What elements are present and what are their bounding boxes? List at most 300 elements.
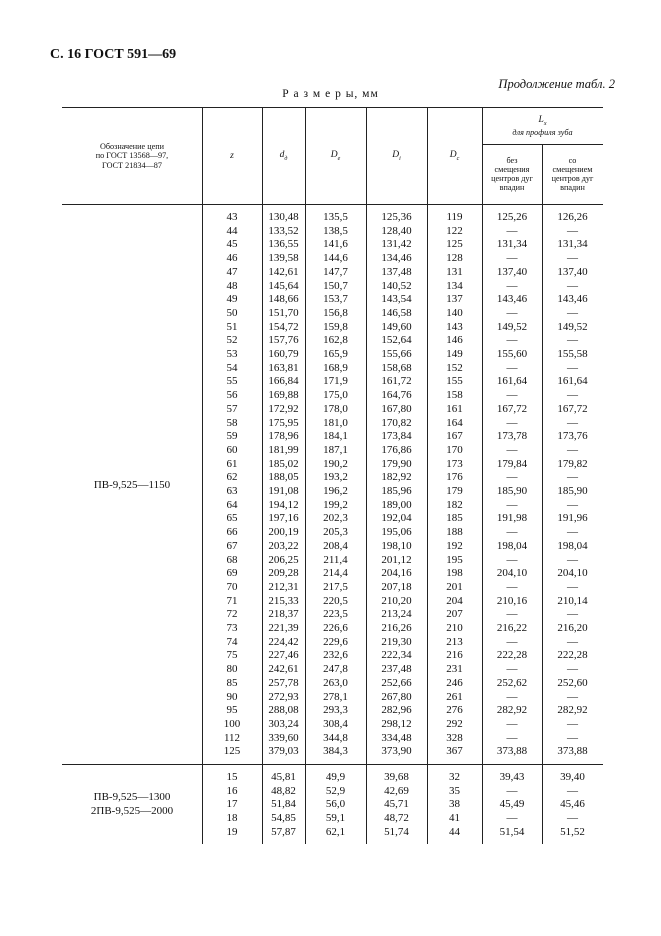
table-cell: 126,26 xyxy=(557,211,588,223)
table-cell: 43 xyxy=(226,211,238,223)
table-cell: 169,88 xyxy=(268,389,299,402)
table-cell: 143,46 xyxy=(496,293,528,306)
table-cell: 373,88 xyxy=(496,745,528,758)
table-row xyxy=(62,334,603,348)
table-cell: 125 xyxy=(446,238,463,251)
table-cell: 137,48 xyxy=(381,265,412,278)
table-cell: 192 xyxy=(446,539,463,552)
table-cell: 54 xyxy=(226,361,238,374)
table-row xyxy=(62,649,603,663)
table-cell: 237,48 xyxy=(381,663,412,676)
table-cell: 152 xyxy=(446,361,463,374)
table-cell: 141,6 xyxy=(323,238,348,251)
table-cell: 227,46 xyxy=(268,649,299,662)
table-cell: 201,12 xyxy=(381,553,412,566)
table-cell: — xyxy=(506,731,518,744)
z-header: z xyxy=(230,150,234,161)
table-cell: 64 xyxy=(226,498,238,511)
table-cell: 73 xyxy=(226,622,238,634)
table-cell: 206,25 xyxy=(268,553,299,566)
table-cell: 150,7 xyxy=(323,279,348,292)
table-cell: 252,66 xyxy=(381,676,412,689)
table-cell: 216,26 xyxy=(381,622,412,634)
table-row xyxy=(62,622,603,636)
table-cell: 66 xyxy=(226,526,238,539)
de-header: $D_e$ xyxy=(330,149,341,162)
table-row xyxy=(62,581,603,595)
table-cell: — xyxy=(567,635,578,648)
table-cell: 74 xyxy=(226,635,238,648)
table-cell: 328 xyxy=(446,731,463,744)
table-cell: 242,61 xyxy=(268,663,299,676)
table-cell: 179 xyxy=(446,485,463,497)
table-cell: 149 xyxy=(446,348,463,360)
table-row xyxy=(62,225,603,239)
table-cell: 65 xyxy=(226,512,238,525)
table-cell: 125,36 xyxy=(381,211,412,223)
table-cell: — xyxy=(567,306,578,319)
table-cell: 149,52 xyxy=(557,320,588,333)
table-cell: — xyxy=(506,361,518,374)
table-cell: 201 xyxy=(446,580,463,593)
table-cell: 195,06 xyxy=(381,526,412,539)
table-cell: 165,9 xyxy=(323,348,348,360)
table-cell: 216,22 xyxy=(496,622,528,634)
table-cell: 133,52 xyxy=(268,224,299,237)
table-cell: — xyxy=(567,717,578,730)
table-cell: — xyxy=(506,334,518,347)
dd-header: $d_д$ xyxy=(279,149,288,162)
table-cell: 209,28 xyxy=(268,567,299,580)
table-cell: 35 xyxy=(449,784,460,797)
table-cell: 257,78 xyxy=(268,676,299,689)
table-cell: 41 xyxy=(449,812,460,825)
table-cell: — xyxy=(567,553,578,566)
table-cell: 57 xyxy=(226,402,238,415)
table-cell: 67 xyxy=(226,539,238,552)
table-cell: 191,98 xyxy=(496,512,528,525)
table-cell: 49,9 xyxy=(325,771,346,783)
table-cell: 39,43 xyxy=(499,771,525,783)
table-cell: 143,46 xyxy=(557,293,588,306)
table-cell: 198,04 xyxy=(496,539,528,552)
table-row xyxy=(62,608,603,622)
table-cell: 224,42 xyxy=(268,635,299,648)
table-header xyxy=(62,107,603,205)
table-cell: 128 xyxy=(446,252,463,265)
table-cell: 45,49 xyxy=(499,798,525,811)
table-cell: 45,71 xyxy=(384,798,409,811)
table-cell: 151,70 xyxy=(268,306,299,319)
table-cell: 90 xyxy=(226,690,238,703)
table-cell: 218,37 xyxy=(268,608,299,621)
table-cell: 213,24 xyxy=(381,608,412,621)
table-row xyxy=(62,595,603,609)
table-cell: — xyxy=(506,306,518,319)
table-cell: 45,46 xyxy=(560,798,585,811)
table-cell: — xyxy=(506,663,518,676)
table-cell: — xyxy=(567,690,578,703)
table-cell: 57,87 xyxy=(271,825,296,838)
table-cell: 334,48 xyxy=(381,731,412,744)
table-cell: 100 xyxy=(223,717,241,730)
table-cell: 182 xyxy=(446,498,463,511)
table-row xyxy=(62,444,603,458)
table-cell: 112 xyxy=(223,731,241,744)
table-cell: 155,58 xyxy=(557,348,588,360)
table-cell: — xyxy=(567,498,578,511)
table-cell: — xyxy=(506,635,518,648)
table-cell: — xyxy=(567,608,578,621)
table-cell: 155,60 xyxy=(496,348,528,360)
table-cell: 223,5 xyxy=(323,608,348,621)
table-cell: 156,8 xyxy=(323,306,348,319)
table-cell: 282,96 xyxy=(381,704,412,717)
table-cell: 247,8 xyxy=(323,663,348,676)
table-cell: 288,08 xyxy=(268,704,299,717)
table-cell: — xyxy=(506,553,518,566)
table-cell: 58 xyxy=(226,416,238,429)
table-cell: — xyxy=(567,526,578,539)
table-cell: 167,72 xyxy=(557,402,588,415)
with-offset-header: со смещением центров дуг впадин xyxy=(551,155,594,193)
table-cell: 178,0 xyxy=(323,402,348,415)
table-cell: 147,7 xyxy=(323,265,348,278)
table-row xyxy=(62,704,603,718)
table-row xyxy=(62,321,603,335)
table-cell: 62 xyxy=(226,471,238,484)
table-cell: 197,16 xyxy=(268,512,299,525)
table-cell: 373,88 xyxy=(557,745,588,758)
table-cell: 188 xyxy=(446,526,463,539)
table-cell: 339,60 xyxy=(268,731,299,744)
table-cell: 161,72 xyxy=(381,375,412,388)
table-row xyxy=(62,745,603,759)
table-cell: 63 xyxy=(226,485,238,497)
table-cell: 68 xyxy=(226,553,238,566)
table-cell: 164 xyxy=(446,416,463,429)
table-row xyxy=(62,826,603,840)
table-cell: 62,1 xyxy=(325,825,346,838)
table-cell: 232,6 xyxy=(323,649,348,662)
table-cell: 51,52 xyxy=(560,825,585,838)
table-cell: 50 xyxy=(226,306,238,319)
table-cell: 85 xyxy=(226,676,238,689)
table-cell: 179,82 xyxy=(557,457,588,470)
table-cell: — xyxy=(506,690,518,703)
table-cell: 292 xyxy=(446,717,463,730)
table-cell: — xyxy=(567,416,578,429)
table-cell: 72 xyxy=(226,608,238,621)
table-cell: 137,40 xyxy=(496,265,528,278)
table-cell: 164,76 xyxy=(381,389,412,402)
table-cell: 149,60 xyxy=(381,320,412,333)
table-cell: 140,52 xyxy=(381,279,412,292)
table-cell: 204,10 xyxy=(496,567,528,580)
table-cell: 210,20 xyxy=(381,594,412,607)
table-cell: 204,16 xyxy=(381,567,412,580)
table-cell: 42,69 xyxy=(384,784,409,797)
table-cell: 55 xyxy=(226,375,238,388)
table-cell: 131,34 xyxy=(496,238,528,251)
table-row xyxy=(62,771,603,785)
table-cell: 215,33 xyxy=(268,594,299,607)
page-header: С. 16 ГОСТ 591—69 xyxy=(50,47,177,62)
table-cell: 173,78 xyxy=(496,430,528,443)
table-cell: 155 xyxy=(446,375,463,388)
table-cell: 167,80 xyxy=(381,402,412,415)
table-cell: 128,40 xyxy=(381,224,412,237)
table-cell: 51,84 xyxy=(271,798,296,811)
table-cell: 195 xyxy=(446,553,463,566)
table-cell: 276 xyxy=(446,704,463,717)
no-offset-header: без смещения центров дуг впадин xyxy=(491,155,533,193)
table-cell: 52 xyxy=(226,334,238,347)
table-row xyxy=(62,512,603,526)
table-cell: 182,92 xyxy=(381,471,412,484)
table-cell: 173,84 xyxy=(381,430,412,443)
table-cell: 16 xyxy=(226,784,238,797)
table-cell: 203,22 xyxy=(268,539,299,552)
table-cell: 131 xyxy=(446,265,463,278)
table-row xyxy=(62,375,603,389)
table-cell: 45 xyxy=(226,238,238,251)
table-cell: 171,9 xyxy=(323,375,348,388)
table-row xyxy=(62,348,603,362)
dimensions-label: Р а з м е р ы, мм xyxy=(282,88,379,100)
table-row xyxy=(62,691,603,705)
table-row xyxy=(62,293,603,307)
table-row xyxy=(62,567,603,581)
table-cell: 196,2 xyxy=(323,485,348,497)
table-cell: — xyxy=(567,812,578,825)
table-cell: — xyxy=(567,224,578,237)
table-cell: 204,10 xyxy=(557,567,588,580)
table-row xyxy=(62,636,603,650)
table-cell: 199,2 xyxy=(323,498,348,511)
table-cell: 308,4 xyxy=(323,717,348,730)
table-cell: 131,42 xyxy=(381,238,412,251)
table-cell: 175,95 xyxy=(268,416,299,429)
table-row xyxy=(62,307,603,321)
table-cell: 143,54 xyxy=(381,293,412,306)
table-cell: 49 xyxy=(226,293,238,306)
table-row xyxy=(62,540,603,554)
table-cell: 155,66 xyxy=(381,348,412,360)
table-cell: — xyxy=(506,608,518,621)
table-cell: 213 xyxy=(446,635,463,648)
continuation-label: Продолжение табл. 2 xyxy=(498,77,615,91)
table-block xyxy=(62,205,603,765)
table-cell: 125,26 xyxy=(496,211,528,223)
table-cell: 207,18 xyxy=(381,580,412,593)
table-cell: 18 xyxy=(226,812,238,825)
table-cell: 142,61 xyxy=(268,265,299,278)
table-cell: 181,0 xyxy=(323,416,348,429)
table-cell: 52,9 xyxy=(325,784,346,797)
table-row xyxy=(62,458,603,472)
table-cell: — xyxy=(567,731,578,744)
table-cell: 137,40 xyxy=(557,265,588,278)
table-cell: — xyxy=(506,784,518,797)
table-cell: 190,2 xyxy=(323,457,348,470)
table-cell: 226,6 xyxy=(323,622,348,634)
table-row xyxy=(62,499,603,513)
table-row xyxy=(62,252,603,266)
table-cell: 166,84 xyxy=(268,375,299,388)
table-cell: 135,5 xyxy=(323,211,348,223)
table-cell: — xyxy=(567,334,578,347)
table-row xyxy=(62,812,603,826)
table-cell: 205,3 xyxy=(323,526,348,539)
table-row xyxy=(62,430,603,444)
table-cell: 137 xyxy=(446,293,463,306)
chain-designation: ПВ-9,525—1300 2ПВ-9,525—2000 xyxy=(90,791,174,818)
table-cell: — xyxy=(567,389,578,402)
table-cell: 153,7 xyxy=(323,293,348,306)
table-cell: 144,6 xyxy=(323,252,348,265)
table-row xyxy=(62,389,603,403)
dimensions-table xyxy=(62,107,603,844)
table-cell: 48,82 xyxy=(271,784,296,797)
table-cell: 252,60 xyxy=(557,676,588,689)
table-cell: 344,8 xyxy=(323,731,348,744)
table-cell: 143 xyxy=(446,320,463,333)
table-cell: 75 xyxy=(226,649,238,662)
table-cell: 32 xyxy=(449,771,460,783)
table-row xyxy=(62,554,603,568)
chain-designation: ПВ-9,525—1150 xyxy=(93,478,171,491)
table-cell: 208,4 xyxy=(323,539,348,552)
table-cell: 216,20 xyxy=(557,622,588,634)
table-cell: 149,52 xyxy=(496,320,528,333)
table-cell: 125 xyxy=(223,745,241,758)
table-cell: — xyxy=(567,443,578,456)
table-cell: 163,81 xyxy=(268,361,299,374)
table-cell: 51,54 xyxy=(499,825,525,838)
table-cell: 158,68 xyxy=(381,361,412,374)
table-row xyxy=(62,677,603,691)
table-cell: 69 xyxy=(226,567,238,580)
table-row xyxy=(62,526,603,540)
table-cell: 168,9 xyxy=(323,361,348,374)
table-cell: 39,68 xyxy=(384,771,409,783)
table-cell: 19 xyxy=(226,825,238,838)
table-cell: 176,86 xyxy=(381,443,412,456)
table-cell: 161 xyxy=(446,402,463,415)
table-cell: 44 xyxy=(449,825,460,838)
table-cell: — xyxy=(506,471,518,484)
table-row xyxy=(62,403,603,417)
table-cell: 185,96 xyxy=(381,485,412,497)
table-cell: 173,76 xyxy=(557,430,588,443)
table-cell: 187,1 xyxy=(323,443,348,456)
table-cell: 198 xyxy=(446,567,463,580)
table-cell: 200,19 xyxy=(268,526,299,539)
table-cell: 59 xyxy=(226,430,238,443)
lx-header: $L_x$ для профиля зуба xyxy=(512,115,573,137)
table-row xyxy=(62,718,603,732)
table-cell: — xyxy=(506,252,518,265)
table-cell: 188,05 xyxy=(268,471,299,484)
table-cell: 154,72 xyxy=(268,320,299,333)
table-cell: 222,34 xyxy=(381,649,412,662)
table-cell: — xyxy=(567,361,578,374)
table-cell: 170,82 xyxy=(381,416,412,429)
di-header: $D_i$ xyxy=(392,149,401,162)
table-cell: 216 xyxy=(446,649,463,662)
table-cell: 202,3 xyxy=(323,512,348,525)
table-row xyxy=(62,471,603,485)
table-cell: 229,6 xyxy=(323,635,348,648)
table-cell: 185,90 xyxy=(496,485,528,497)
table-cell: 136,55 xyxy=(268,238,299,251)
table-row xyxy=(62,362,603,376)
table-cell: 179,84 xyxy=(496,457,528,470)
table-cell: 44 xyxy=(226,224,238,237)
table-cell: 145,64 xyxy=(268,279,299,292)
table-row xyxy=(62,238,603,252)
table-cell: 122 xyxy=(446,224,463,237)
table-cell: 278,1 xyxy=(323,690,348,703)
table-cell: 198,10 xyxy=(381,539,412,552)
table-cell: 71 xyxy=(226,594,238,607)
table-cell: 56 xyxy=(226,389,238,402)
table-cell: 158 xyxy=(446,389,463,402)
table-cell: — xyxy=(506,443,518,456)
table-cell: 373,90 xyxy=(381,745,412,758)
table-cell: 367 xyxy=(446,745,463,758)
table-cell: 219,30 xyxy=(381,635,412,648)
table-cell: 48,72 xyxy=(384,812,409,825)
table-cell: 185,02 xyxy=(268,457,299,470)
table-cell: 181,99 xyxy=(268,443,299,456)
table-cell: 179,90 xyxy=(381,457,412,470)
table-cell: 212,31 xyxy=(268,580,299,593)
table-cell: 293,3 xyxy=(323,704,348,717)
table-cell: 282,92 xyxy=(557,704,588,717)
table-cell: 184,1 xyxy=(323,430,348,443)
table-cell: — xyxy=(506,717,518,730)
table-cell: 17 xyxy=(226,798,238,811)
table-cell: 146,58 xyxy=(381,306,412,319)
table-cell: 282,92 xyxy=(496,704,528,717)
table-row xyxy=(62,485,603,499)
table-row xyxy=(62,211,603,225)
table-cell: 210,16 xyxy=(496,594,528,607)
table-cell: 220,5 xyxy=(323,594,348,607)
table-cell: 263,0 xyxy=(323,676,348,689)
table-cell: — xyxy=(567,252,578,265)
table-cell: 59,1 xyxy=(325,812,346,825)
table-cell: 298,12 xyxy=(381,717,412,730)
table-cell: 134 xyxy=(446,279,463,292)
table-cell: 222,28 xyxy=(557,649,588,662)
table-cell: 231 xyxy=(446,663,463,676)
table-cell: 47 xyxy=(226,265,238,278)
table-cell: 119 xyxy=(446,211,463,223)
table-cell: 211,4 xyxy=(323,553,348,566)
table-cell: 178,96 xyxy=(268,430,299,443)
table-cell: 217,5 xyxy=(323,580,348,593)
table-cell: 191,08 xyxy=(268,485,299,497)
table-cell: 138,5 xyxy=(323,224,348,237)
table-cell: 210,14 xyxy=(557,594,588,607)
table-cell: 53 xyxy=(226,348,238,360)
table-cell: 222,28 xyxy=(496,649,528,662)
table-cell: — xyxy=(506,224,518,237)
table-cell: 61 xyxy=(226,457,238,470)
